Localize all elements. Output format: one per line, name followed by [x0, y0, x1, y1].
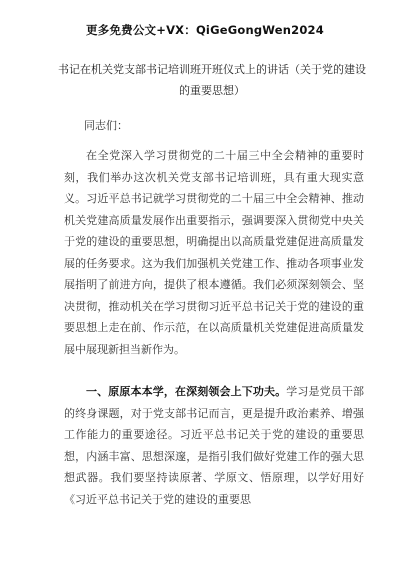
paragraph-section-one [64, 381, 364, 510]
paragraph-intro [64, 145, 364, 360]
paragraph-text: 学习是党员干部的终身课题，对于党支部书记而言，更是提升政治素养、增强工作能力的重要途径。习近平总书记关于党的建设的重要思想，内涵丰富、思想深邃，是指引我们做好党建工作的强大思想武器。我们要坚持读原著、学原文、悟原理，以学好用好《习近平总书记关于党的建设的重要思 [64, 385, 364, 506]
document-title: 书记在机关党支部书记培训班开班仪式上的讲话（关于党的建设的重要思想） [58, 63, 366, 97]
promo-header: 更多免费公文+VX：QiGeGongWen2024 [86, 23, 324, 37]
document-body [64, 145, 364, 531]
salutation: 同志们： [84, 119, 128, 132]
section-heading: 一、原原本本学，在深刻领会上下功夫。 [86, 385, 287, 398]
paragraph-text: 在全党深入学习贯彻党的二十届三中全会精神的重要时刻，我们举办这次机关党支部书记培训班，具有重大现实意义。习近平总书记就学习贯彻党的二十届三中全会精神、推动机关党建高质量发展作出重要指示，强调要深入贯彻党中央关于党的建设的重要思想，明确提出以高质量党建促进高质量发展的任务要求。这为我们加强机关党建工作、推动各项事业发展指明了前进方向，提供了根本遵循。我们必须深刻领会、坚决贯彻，推动机关在学习贯彻习近平总书记关于党的建设的重要思想上走在前、作示范，在以高质量机关党建促进高质量发展中展现新担当新作为。 [64, 149, 364, 356]
